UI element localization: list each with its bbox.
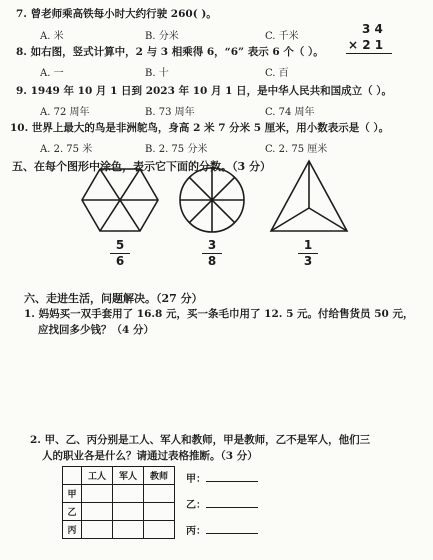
q7-option-b: B. 分米 [145, 31, 179, 42]
q9-option-c: C. 74 周年 [265, 107, 315, 118]
answer-label: 丙： [186, 526, 206, 537]
table-cell[interactable] [144, 503, 175, 521]
table-cell[interactable] [113, 503, 144, 521]
header-worker: 工人 [82, 467, 113, 485]
table-cell[interactable] [144, 485, 175, 503]
answer-label: 甲： [186, 474, 206, 485]
question-10: 10. 世界上最大的鸟是非洲鸵鸟，身高 2 米 7 分米 5 厘米，用小数表示是（ ）。 [10, 122, 390, 134]
table-corner-cell [63, 467, 82, 485]
answer-blank[interactable] [206, 498, 258, 508]
circle-figure [176, 164, 248, 236]
fraction-five-sixths [110, 239, 130, 268]
calc-top-number: 3 4 [362, 22, 383, 36]
problem-2-line-1: 2. 甲、乙、丙分别是工人、军人和教师，甲是教师，乙不是军人，他们三 [30, 434, 371, 446]
fraction-denominator: 6 [115, 254, 125, 268]
header-teacher: 教师 [144, 467, 175, 485]
triangle-figure [268, 158, 350, 234]
answer-label: 乙： [186, 500, 206, 511]
answer-jia [186, 470, 258, 485]
calc-bottom-number: × 2 1 [348, 38, 384, 52]
q7-option-a: A. 米 [40, 31, 64, 42]
table-header-row [63, 467, 175, 485]
table-row [63, 485, 175, 503]
q10-option-a: A. 2. 75 米 [40, 144, 93, 155]
table-cell[interactable] [82, 485, 113, 503]
q7-option-c: C. 千米 [265, 31, 299, 42]
table-cell[interactable] [113, 521, 144, 539]
table-cell[interactable] [113, 485, 144, 503]
row-label-jia: 甲 [63, 485, 82, 503]
problem-1-line-2: 应找回多少钱？（4 分） [38, 324, 154, 336]
section-5-title: 五、在每个图形中涂色，表示它下面的分数。（3 分） [12, 160, 271, 173]
q8-option-a: A. 一 [40, 68, 64, 79]
section-6-title: 六、走进生活，问题解决。（27 分） [24, 292, 203, 305]
fraction-denominator: 8 [207, 254, 217, 268]
problem-2-line-2: 人的职业各是什么？请通过表格推断。（3 分） [42, 450, 258, 462]
table-cell[interactable] [144, 521, 175, 539]
answer-yi [186, 496, 258, 511]
header-soldier: 军人 [113, 467, 144, 485]
fraction-three-eighths [202, 239, 222, 268]
table-cell[interactable] [82, 521, 113, 539]
fraction-denominator: 3 [303, 254, 313, 268]
fraction-one-third [298, 239, 318, 268]
q8-option-b: B. 十 [145, 68, 169, 79]
table-row [63, 521, 175, 539]
calc-line [346, 53, 392, 54]
answer-blank[interactable] [206, 472, 258, 482]
question-9: 9. 1949 年 10 月 1 日到 2023 年 10 月 1 日，是中华人民共和国成立（ ）。 [16, 85, 393, 97]
fraction-numerator: 3 [207, 238, 217, 252]
q9-option-a: A. 72 周年 [40, 107, 90, 118]
table-cell[interactable] [82, 503, 113, 521]
answer-blank[interactable] [206, 524, 258, 534]
problem-1-line-1: 1. 妈妈买一双手套用了 16.8 元，买一条毛巾用了 12. 5 元。付给售货员 50 元， [24, 308, 414, 320]
fraction-numerator: 1 [303, 238, 313, 252]
row-label-yi: 乙 [63, 503, 82, 521]
answer-bing [186, 522, 258, 537]
q10-option-b: B. 2. 75 分米 [145, 144, 208, 155]
q8-option-c: C. 百 [265, 68, 289, 79]
table-row [63, 503, 175, 521]
q9-option-b: B. 73 周年 [145, 107, 195, 118]
hexagon-figure [80, 164, 160, 236]
reasoning-table [62, 466, 175, 539]
fraction-numerator: 5 [115, 238, 125, 252]
row-label-bing: 丙 [63, 521, 82, 539]
question-8: 8. 如右图，竖式计算中，2 与 3 相乘得 6，“6” 表示 6 个（ ）。 [16, 46, 324, 58]
question-7: 7. 曾老师乘高铁每小时大约行驶 260( )。 [16, 8, 217, 20]
q10-option-c: C. 2. 75 厘米 [265, 144, 328, 155]
